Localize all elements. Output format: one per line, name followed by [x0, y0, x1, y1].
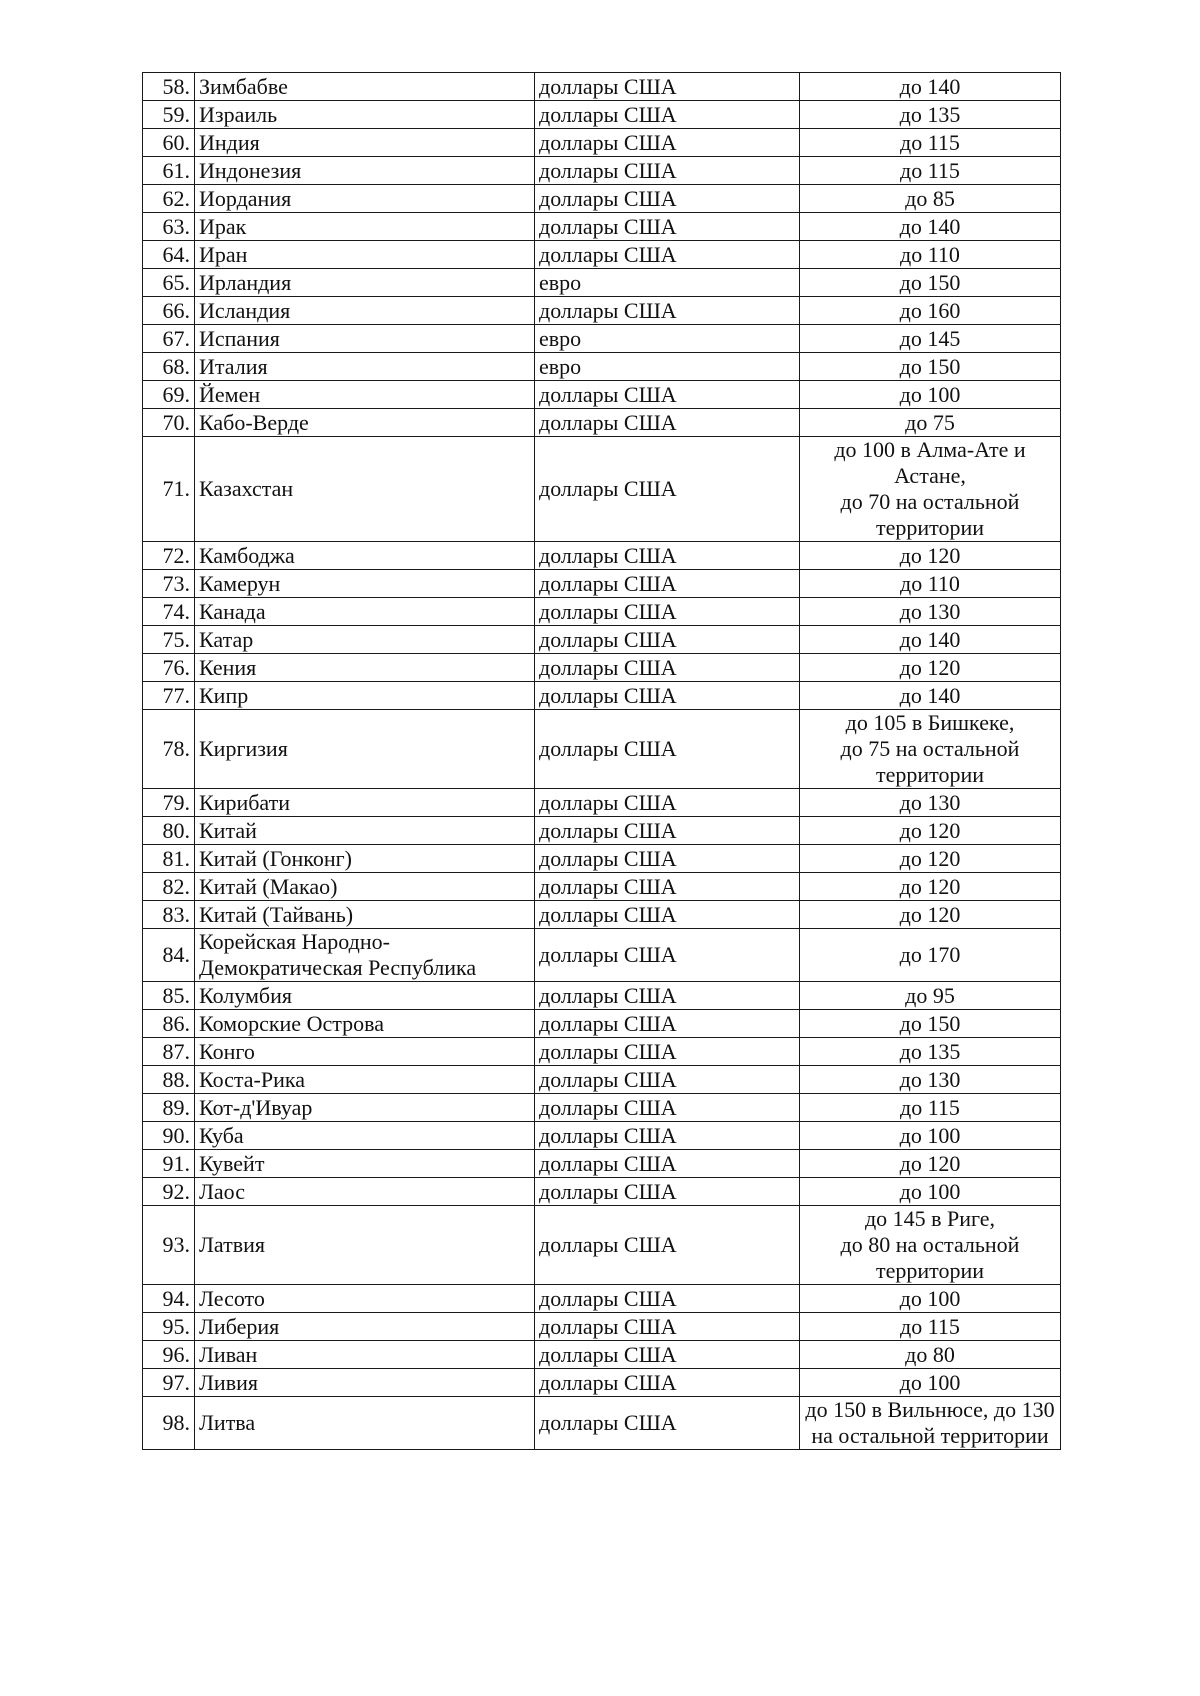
norm-cell: до 75 — [800, 409, 1061, 437]
table-row — [143, 409, 1061, 437]
table-row — [143, 73, 1061, 101]
country-cell: Индонезия — [195, 157, 535, 185]
country-cell: Иран — [195, 241, 535, 269]
norm-cell: до 115 — [800, 1094, 1061, 1122]
currency-cell: доллары США — [535, 982, 800, 1010]
table-row — [143, 1010, 1061, 1038]
country-cell: Иордания — [195, 185, 535, 213]
country-cell: Коста-Рика — [195, 1066, 535, 1094]
row-number: 79. — [143, 789, 195, 817]
country-cell: Лаос — [195, 1178, 535, 1206]
table-row — [143, 710, 1061, 789]
currency-cell: доллары США — [535, 682, 800, 710]
currency-cell: доллары США — [535, 241, 800, 269]
country-cell: Израиль — [195, 101, 535, 129]
table-row — [143, 297, 1061, 325]
country-cell: Индия — [195, 129, 535, 157]
country-cell: Коморские Острова — [195, 1010, 535, 1038]
norm-cell: до 120 — [800, 901, 1061, 929]
currency-cell: доллары США — [535, 297, 800, 325]
norm-cell: до 140 — [800, 626, 1061, 654]
table-row — [143, 1094, 1061, 1122]
table-row — [143, 1150, 1061, 1178]
row-number: 91. — [143, 1150, 195, 1178]
table-row — [143, 598, 1061, 626]
country-cell: Исландия — [195, 297, 535, 325]
currency-cell: доллары США — [535, 1178, 800, 1206]
country-cell: Китай (Тайвань) — [195, 901, 535, 929]
country-cell: Катар — [195, 626, 535, 654]
table-row — [143, 1313, 1061, 1341]
country-cell: Казахстан — [195, 437, 535, 542]
country-cell: Конго — [195, 1038, 535, 1066]
currency-cell: доллары США — [535, 542, 800, 570]
row-number: 63. — [143, 213, 195, 241]
currency-cell: доллары США — [535, 1066, 800, 1094]
norm-cell: до 150 — [800, 353, 1061, 381]
norm-cell: до 120 — [800, 845, 1061, 873]
norm-cell: до 100 — [800, 381, 1061, 409]
row-number: 58. — [143, 73, 195, 101]
row-number: 68. — [143, 353, 195, 381]
country-cell: Литва — [195, 1397, 535, 1450]
norm-cell: до 100 — [800, 1178, 1061, 1206]
norm-cell: до 100 — [800, 1369, 1061, 1397]
row-number: 74. — [143, 598, 195, 626]
currency-cell: доллары США — [535, 1285, 800, 1313]
norm-cell: до 115 — [800, 129, 1061, 157]
table-row — [143, 626, 1061, 654]
row-number: 77. — [143, 682, 195, 710]
currency-cell: доллары США — [535, 1038, 800, 1066]
norm-cell: до 160 — [800, 297, 1061, 325]
table-row — [143, 682, 1061, 710]
currency-cell: евро — [535, 353, 800, 381]
table-row — [143, 845, 1061, 873]
country-cell: Испания — [195, 325, 535, 353]
table-row — [143, 1397, 1061, 1450]
table-row — [143, 982, 1061, 1010]
norm-cell: до 120 — [800, 654, 1061, 682]
table-row — [143, 185, 1061, 213]
table-row — [143, 157, 1061, 185]
table-row — [143, 873, 1061, 901]
table-row — [143, 437, 1061, 542]
table-row — [143, 101, 1061, 129]
currency-cell: доллары США — [535, 101, 800, 129]
norm-cell: до 150 — [800, 1010, 1061, 1038]
table-row — [143, 1206, 1061, 1285]
norm-cell: до 85 — [800, 185, 1061, 213]
row-number: 98. — [143, 1397, 195, 1450]
country-cell: Кипр — [195, 682, 535, 710]
norm-cell: до 150 — [800, 269, 1061, 297]
table-row — [143, 129, 1061, 157]
country-cell: Ливан — [195, 1341, 535, 1369]
currency-cell: доллары США — [535, 598, 800, 626]
currency-cell: доллары США — [535, 1397, 800, 1450]
currency-cell: доллары США — [535, 437, 800, 542]
norm-cell: до 120 — [800, 542, 1061, 570]
table-row — [143, 353, 1061, 381]
currency-cell: евро — [535, 325, 800, 353]
country-cell: Канада — [195, 598, 535, 626]
norm-cell: до 140 — [800, 73, 1061, 101]
table-row — [143, 901, 1061, 929]
row-number: 97. — [143, 1369, 195, 1397]
row-number: 70. — [143, 409, 195, 437]
currency-cell: евро — [535, 269, 800, 297]
currency-cell: доллары США — [535, 213, 800, 241]
table-row — [143, 542, 1061, 570]
currency-cell: доллары США — [535, 1341, 800, 1369]
table-row — [143, 817, 1061, 845]
row-number: 71. — [143, 437, 195, 542]
row-number: 62. — [143, 185, 195, 213]
currency-cell: доллары США — [535, 873, 800, 901]
norm-cell: до 100 в Алма-Ате и Астане, до 70 на остальной территории — [800, 437, 1061, 542]
norm-cell: до 120 — [800, 873, 1061, 901]
row-number: 73. — [143, 570, 195, 598]
table-row — [143, 1369, 1061, 1397]
currency-cell: доллары США — [535, 157, 800, 185]
norm-cell: до 80 — [800, 1341, 1061, 1369]
currency-cell: доллары США — [535, 817, 800, 845]
currency-cell: доллары США — [535, 929, 800, 982]
norm-cell: до 135 — [800, 1038, 1061, 1066]
table-row — [143, 1066, 1061, 1094]
row-number: 72. — [143, 542, 195, 570]
country-cell: Италия — [195, 353, 535, 381]
norm-cell: до 145 в Риге, до 80 на остальной территории — [800, 1206, 1061, 1285]
row-number: 96. — [143, 1341, 195, 1369]
table-row — [143, 213, 1061, 241]
country-cell: Кот-д'Ивуар — [195, 1094, 535, 1122]
norm-cell: до 105 в Бишкеке, до 75 на остальной территории — [800, 710, 1061, 789]
row-number: 67. — [143, 325, 195, 353]
allowance-rates-table — [142, 72, 1061, 1450]
row-number: 64. — [143, 241, 195, 269]
norm-cell: до 100 — [800, 1285, 1061, 1313]
row-number: 61. — [143, 157, 195, 185]
currency-cell: доллары США — [535, 1094, 800, 1122]
row-number: 66. — [143, 297, 195, 325]
country-cell: Киргизия — [195, 710, 535, 789]
row-number: 87. — [143, 1038, 195, 1066]
table-row — [143, 789, 1061, 817]
table-row — [143, 381, 1061, 409]
norm-cell: до 115 — [800, 1313, 1061, 1341]
table-row — [143, 1285, 1061, 1313]
country-cell: Китай (Гонконг) — [195, 845, 535, 873]
country-cell: Латвия — [195, 1206, 535, 1285]
row-number: 80. — [143, 817, 195, 845]
row-number: 95. — [143, 1313, 195, 1341]
currency-cell: доллары США — [535, 129, 800, 157]
row-number: 90. — [143, 1122, 195, 1150]
country-cell: Либерия — [195, 1313, 535, 1341]
currency-cell: доллары США — [535, 185, 800, 213]
country-cell: Колумбия — [195, 982, 535, 1010]
norm-cell: до 120 — [800, 1150, 1061, 1178]
table-row — [143, 325, 1061, 353]
country-cell: Куба — [195, 1122, 535, 1150]
row-number: 76. — [143, 654, 195, 682]
table-row — [143, 1341, 1061, 1369]
country-cell: Кабо-Верде — [195, 409, 535, 437]
norm-cell: до 110 — [800, 570, 1061, 598]
norm-cell: до 130 — [800, 1066, 1061, 1094]
country-cell: Зимбабве — [195, 73, 535, 101]
currency-cell: доллары США — [535, 710, 800, 789]
currency-cell: доллары США — [535, 1313, 800, 1341]
norm-cell: до 135 — [800, 101, 1061, 129]
norm-cell: до 115 — [800, 157, 1061, 185]
row-number: 69. — [143, 381, 195, 409]
table-row — [143, 929, 1061, 982]
country-cell: Китай (Макао) — [195, 873, 535, 901]
country-cell: Ливия — [195, 1369, 535, 1397]
table-row — [143, 1122, 1061, 1150]
country-cell: Йемен — [195, 381, 535, 409]
row-number: 78. — [143, 710, 195, 789]
currency-cell: доллары США — [535, 409, 800, 437]
row-number: 83. — [143, 901, 195, 929]
country-cell: Камерун — [195, 570, 535, 598]
table-row — [143, 241, 1061, 269]
norm-cell: до 95 — [800, 982, 1061, 1010]
currency-cell: доллары США — [535, 1206, 800, 1285]
row-number: 82. — [143, 873, 195, 901]
country-cell: Кения — [195, 654, 535, 682]
table-row — [143, 1038, 1061, 1066]
row-number: 92. — [143, 1178, 195, 1206]
currency-cell: доллары США — [535, 1010, 800, 1038]
country-cell: Китай — [195, 817, 535, 845]
norm-cell: до 140 — [800, 213, 1061, 241]
country-cell: Кирибати — [195, 789, 535, 817]
row-number: 81. — [143, 845, 195, 873]
table-row — [143, 1178, 1061, 1206]
currency-cell: доллары США — [535, 381, 800, 409]
norm-cell: до 130 — [800, 789, 1061, 817]
norm-cell: до 150 в Вильнюсе, до 130 на остальной территории — [800, 1397, 1061, 1450]
norm-cell: до 130 — [800, 598, 1061, 626]
row-number: 85. — [143, 982, 195, 1010]
currency-cell: доллары США — [535, 901, 800, 929]
currency-cell: доллары США — [535, 73, 800, 101]
norm-cell: до 145 — [800, 325, 1061, 353]
currency-cell: доллары США — [535, 1122, 800, 1150]
norm-cell: до 120 — [800, 817, 1061, 845]
row-number: 86. — [143, 1010, 195, 1038]
country-cell: Лесото — [195, 1285, 535, 1313]
currency-cell: доллары США — [535, 570, 800, 598]
country-cell: Ирак — [195, 213, 535, 241]
table-row — [143, 654, 1061, 682]
row-number: 65. — [143, 269, 195, 297]
country-cell: Кувейт — [195, 1150, 535, 1178]
table-body — [143, 73, 1061, 1450]
row-number: 84. — [143, 929, 195, 982]
country-cell: Корейская Народно-Демократическая Республика — [195, 929, 535, 982]
row-number: 59. — [143, 101, 195, 129]
table-row — [143, 570, 1061, 598]
norm-cell: до 140 — [800, 682, 1061, 710]
row-number: 88. — [143, 1066, 195, 1094]
row-number: 93. — [143, 1206, 195, 1285]
country-cell: Ирландия — [195, 269, 535, 297]
row-number: 75. — [143, 626, 195, 654]
row-number: 89. — [143, 1094, 195, 1122]
row-number: 60. — [143, 129, 195, 157]
currency-cell: доллары США — [535, 1369, 800, 1397]
table-row — [143, 269, 1061, 297]
row-number: 94. — [143, 1285, 195, 1313]
currency-cell: доллары США — [535, 654, 800, 682]
norm-cell: до 170 — [800, 929, 1061, 982]
currency-cell: доллары США — [535, 789, 800, 817]
currency-cell: доллары США — [535, 626, 800, 654]
country-cell: Камбоджа — [195, 542, 535, 570]
norm-cell: до 110 — [800, 241, 1061, 269]
currency-cell: доллары США — [535, 1150, 800, 1178]
currency-cell: доллары США — [535, 845, 800, 873]
norm-cell: до 100 — [800, 1122, 1061, 1150]
